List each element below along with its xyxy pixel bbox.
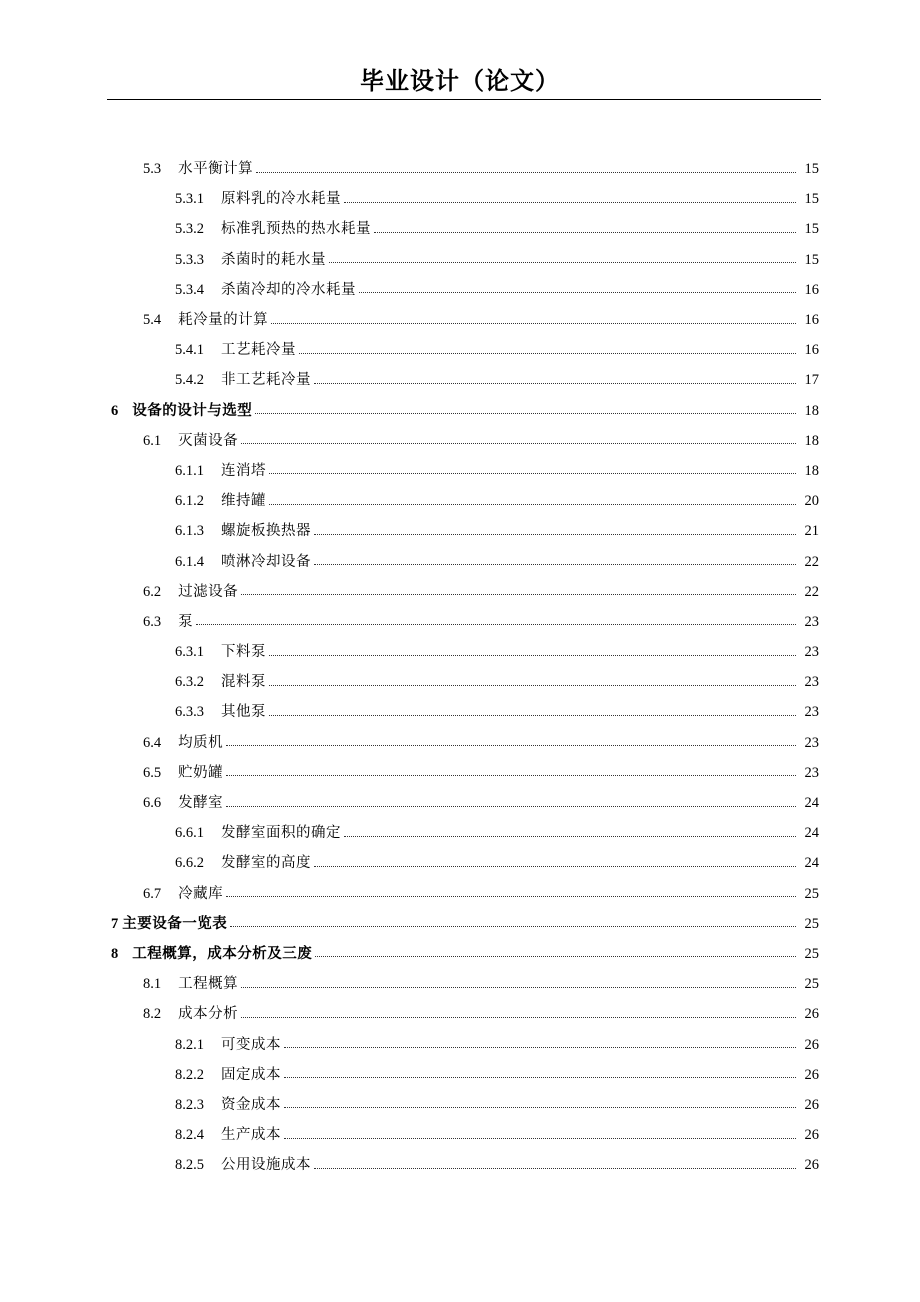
toc-entry[interactable] <box>0 335 920 365</box>
toc-entry-page: 23 <box>804 734 819 751</box>
table-of-contents <box>0 154 920 1180</box>
toc-entry-page: 16 <box>804 312 819 329</box>
toc-entry-page: 23 <box>804 764 819 781</box>
toc-dot-leader <box>241 1016 796 1018</box>
toc-entry-title: 生产成本 <box>221 1127 281 1144</box>
toc-entry[interactable] <box>0 1029 920 1059</box>
toc-dot-leader <box>226 744 796 746</box>
toc-entry-title: 灭菌设备 <box>178 432 239 449</box>
toc-entry-title: 设备的设计与选型 <box>132 402 253 419</box>
toc-dot-leader <box>344 835 796 837</box>
toc-entry-number: 8.2.3 <box>175 1096 204 1113</box>
toc-entry-number: 6.1 <box>143 432 162 449</box>
toc-entry-title: 下料泵 <box>221 644 266 661</box>
toc-dot-leader <box>284 1106 796 1108</box>
toc-entry-number: 8.2.1 <box>175 1036 204 1053</box>
toc-entry-page: 22 <box>804 583 819 600</box>
toc-dot-leader <box>271 322 796 324</box>
toc-dot-leader <box>314 865 796 867</box>
toc-dot-leader <box>314 533 796 535</box>
toc-entry[interactable] <box>0 969 920 999</box>
toc-entry[interactable] <box>0 1090 920 1120</box>
toc-entry-page: 23 <box>804 644 819 661</box>
toc-dot-leader <box>284 1076 796 1078</box>
toc-dot-leader <box>230 925 796 927</box>
toc-entry-number: 6.6 <box>143 795 162 812</box>
toc-entry[interactable] <box>0 697 920 727</box>
toc-entry-number: 6.7 <box>143 885 162 902</box>
toc-entry-title: 水平衡计算 <box>178 161 254 178</box>
toc-entry-title: 发酵室面积的确定 <box>221 825 341 842</box>
toc-entry-title: 主要设备一览表 <box>122 915 228 932</box>
toc-dot-leader <box>299 352 796 354</box>
toc-entry-title: 连消塔 <box>221 462 266 479</box>
toc-entry-number: 6.3 <box>143 613 162 630</box>
toc-entry-title: 发酵室的高度 <box>221 855 311 872</box>
toc-entry-number: 6.5 <box>143 764 162 781</box>
toc-dot-leader <box>226 805 796 807</box>
toc-entry-page: 18 <box>804 462 819 479</box>
toc-entry-page: 20 <box>804 493 819 510</box>
toc-entry-page: 23 <box>804 674 819 691</box>
toc-entry[interactable] <box>0 365 920 395</box>
toc-dot-leader <box>196 623 796 625</box>
toc-dot-leader <box>226 895 796 897</box>
toc-entry-title: 固定成本 <box>221 1066 281 1083</box>
toc-entry[interactable] <box>0 758 920 788</box>
toc-entry-number: 5.3.4 <box>175 281 204 298</box>
toc-entry-title: 工程概算 <box>178 976 239 993</box>
toc-entry-title: 泵 <box>178 613 194 630</box>
toc-entry-title: 螺旋板换热器 <box>221 523 311 540</box>
toc-entry-page: 25 <box>804 915 819 932</box>
toc-entry[interactable] <box>0 486 920 516</box>
toc-entry-title: 杀菌时的耗水量 <box>221 251 326 268</box>
toc-dot-leader <box>269 503 796 505</box>
toc-entry-page: 26 <box>804 1066 819 1083</box>
toc-entry-page: 24 <box>804 825 819 842</box>
toc-entry-number: 6.6.1 <box>175 825 204 842</box>
toc-entry-number: 5.4.2 <box>175 372 204 389</box>
toc-entry[interactable] <box>0 1060 920 1090</box>
toc-entry-title: 公用设施成本 <box>221 1157 311 1174</box>
toc-entry-number: 6.2 <box>143 583 162 600</box>
toc-entry-title: 维持罐 <box>221 493 266 510</box>
toc-entry-number: 6.3.2 <box>175 674 204 691</box>
toc-entry-number: 6.1.1 <box>175 462 204 479</box>
toc-entry-title: 原料乳的冷水耗量 <box>221 191 341 208</box>
toc-dot-leader <box>241 986 796 988</box>
toc-dot-leader <box>256 171 796 173</box>
toc-entry-page: 23 <box>804 613 819 630</box>
toc-entry-title: 耗冷量的计算 <box>178 312 269 329</box>
toc-dot-leader <box>226 774 796 776</box>
toc-entry[interactable] <box>0 426 920 456</box>
toc-entry-page: 21 <box>804 523 819 540</box>
toc-entry-page: 15 <box>804 161 819 178</box>
toc-entry[interactable] <box>0 275 920 305</box>
toc-entry[interactable] <box>0 999 920 1029</box>
toc-dot-leader <box>314 382 796 384</box>
toc-entry-page: 26 <box>804 1127 819 1144</box>
toc-entry[interactable] <box>0 879 920 909</box>
toc-entry-title: 其他泵 <box>221 704 266 721</box>
toc-entry-number: 6.4 <box>143 734 162 751</box>
toc-entry[interactable] <box>0 305 920 335</box>
toc-dot-leader <box>241 442 796 444</box>
toc-entry-number: 8.2.5 <box>175 1157 204 1174</box>
toc-entry-page: 15 <box>804 191 819 208</box>
toc-entry-number: 8.1 <box>143 976 162 993</box>
toc-entry[interactable] <box>0 1120 920 1150</box>
toc-entry[interactable] <box>0 607 920 637</box>
toc-entry-title: 贮奶罐 <box>178 764 224 781</box>
toc-dot-leader <box>255 412 796 414</box>
toc-dot-leader <box>284 1046 796 1048</box>
toc-entry-number: 6.3.3 <box>175 704 204 721</box>
toc-entry-number: 6.1.3 <box>175 523 204 540</box>
toc-entry-number: 8.2.4 <box>175 1127 204 1144</box>
toc-entry[interactable] <box>0 939 920 969</box>
toc-entry-page: 25 <box>804 885 819 902</box>
toc-entry[interactable] <box>0 909 920 939</box>
toc-entry-number: 5.3.3 <box>175 251 204 268</box>
toc-entry-number: 5.3.2 <box>175 221 204 238</box>
toc-entry-title: 冷藏库 <box>178 885 224 902</box>
toc-entry-number: 5.4.1 <box>175 342 204 359</box>
toc-entry[interactable] <box>0 637 920 667</box>
toc-entry-page: 22 <box>804 553 819 570</box>
toc-entry-title: 杀菌冷却的冷水耗量 <box>221 281 356 298</box>
toc-entry-page: 16 <box>804 342 819 359</box>
toc-entry-number: 8.2 <box>143 1006 162 1023</box>
toc-entry-page: 17 <box>804 372 819 389</box>
toc-entry-page: 18 <box>804 402 819 419</box>
toc-dot-leader <box>344 201 796 203</box>
toc-entry[interactable] <box>0 788 920 818</box>
toc-dot-leader <box>329 261 796 263</box>
toc-entry-page: 16 <box>804 281 819 298</box>
toc-entry-number: 5.3.1 <box>175 191 204 208</box>
toc-entry[interactable] <box>0 546 920 576</box>
toc-entry-page: 26 <box>804 1036 819 1053</box>
toc-entry-page: 24 <box>804 855 819 872</box>
header-divider <box>107 99 821 100</box>
toc-dot-leader <box>269 684 796 686</box>
toc-entry-number: 6.1.2 <box>175 493 204 510</box>
toc-entry-title: 可变成本 <box>221 1036 281 1053</box>
toc-entry-page: 15 <box>804 251 819 268</box>
toc-entry-number: 5.3 <box>143 161 162 178</box>
toc-entry-page: 25 <box>804 976 819 993</box>
toc-entry-title: 过滤设备 <box>178 583 239 600</box>
toc-dot-leader <box>359 291 796 293</box>
toc-dot-leader <box>315 955 796 957</box>
toc-entry-number: 6 <box>111 402 119 419</box>
toc-entry[interactable] <box>0 214 920 244</box>
page-header-title: 毕业设计（论文） <box>360 67 560 95</box>
toc-dot-leader <box>314 1167 796 1169</box>
toc-dot-leader <box>374 231 796 233</box>
toc-entry[interactable] <box>0 577 920 607</box>
toc-entry-title: 成本分析 <box>178 1006 239 1023</box>
toc-entry-page: 26 <box>804 1006 819 1023</box>
toc-dot-leader <box>314 563 796 565</box>
toc-entry-number: 6.1.4 <box>175 553 204 570</box>
toc-entry-page: 26 <box>804 1096 819 1113</box>
toc-dot-leader <box>269 472 796 474</box>
toc-entry-title: 喷淋冷却设备 <box>221 553 311 570</box>
toc-dot-leader <box>269 654 796 656</box>
toc-entry[interactable] <box>0 245 920 275</box>
toc-entry-page: 26 <box>804 1157 819 1174</box>
toc-entry-title: 非工艺耗冷量 <box>221 372 311 389</box>
toc-entry-title: 混料泵 <box>221 674 266 691</box>
toc-entry-title: 均质机 <box>178 734 224 751</box>
toc-entry-title: 标准乳预热的热水耗量 <box>221 221 371 238</box>
toc-dot-leader <box>241 593 796 595</box>
toc-dot-leader <box>269 714 796 716</box>
toc-entry-number: 6.3.1 <box>175 644 204 661</box>
toc-entry-page: 15 <box>804 221 819 238</box>
toc-entry-number: 8.2.2 <box>175 1066 204 1083</box>
toc-entry-title: 资金成本 <box>221 1096 281 1113</box>
toc-entry-title: 工程概算，成本分析及三废 <box>132 945 313 962</box>
toc-entry[interactable] <box>0 184 920 214</box>
toc-entry[interactable] <box>0 516 920 546</box>
toc-entry[interactable] <box>0 456 920 486</box>
toc-entry-page: 25 <box>804 945 819 962</box>
toc-entry[interactable] <box>0 848 920 878</box>
toc-entry-number: 7 <box>111 915 119 932</box>
toc-entry[interactable] <box>0 154 920 184</box>
toc-entry-title: 工艺耗冷量 <box>221 342 296 359</box>
toc-entry-page: 24 <box>804 795 819 812</box>
toc-entry[interactable] <box>0 396 920 426</box>
toc-entry-number: 8 <box>111 945 119 962</box>
toc-entry-page: 23 <box>804 704 819 721</box>
toc-entry[interactable] <box>0 728 920 758</box>
toc-entry-number: 5.4 <box>143 312 162 329</box>
toc-entry-number: 6.6.2 <box>175 855 204 872</box>
toc-entry-page: 18 <box>804 432 819 449</box>
toc-entry-title: 发酵室 <box>178 795 224 812</box>
toc-dot-leader <box>284 1137 796 1139</box>
toc-entry[interactable] <box>0 667 920 697</box>
toc-entry[interactable] <box>0 818 920 848</box>
toc-entry[interactable] <box>0 1150 920 1180</box>
